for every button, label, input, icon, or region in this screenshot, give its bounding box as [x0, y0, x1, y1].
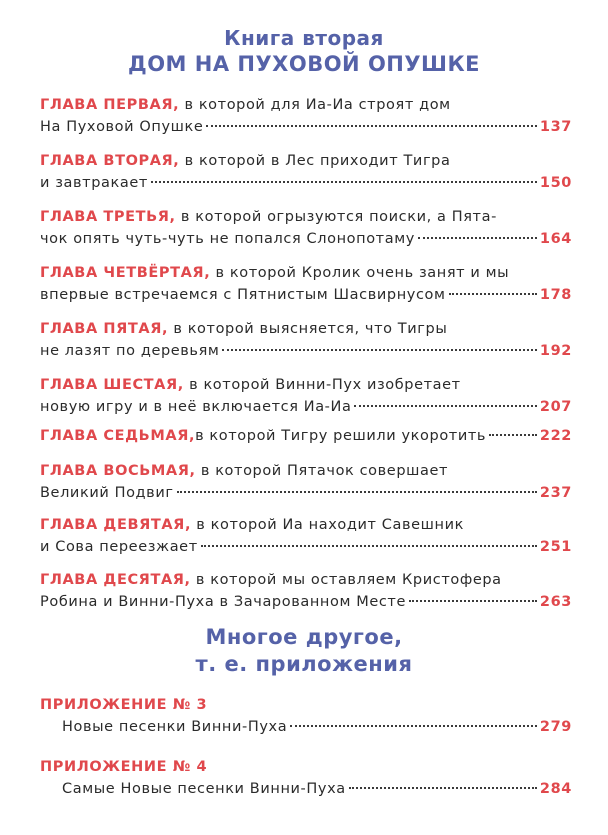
dot-leader [354, 405, 536, 407]
page-number: 192 [539, 343, 572, 359]
page-number: 150 [539, 175, 572, 191]
page-number: 284 [539, 781, 572, 797]
chapter-desc: в которой Винни-Пух изобретает [183, 377, 461, 393]
dot-leader [177, 491, 537, 493]
appendix-desc: Самые Новые песенки Винни-Пуха [62, 781, 346, 797]
toc-entry-chapter-5[interactable] [40, 318, 572, 362]
page-number: 137 [539, 119, 572, 135]
page-number: 207 [539, 399, 572, 415]
toc-entry-chapter-8[interactable] [40, 460, 572, 504]
dot-leader [206, 125, 537, 127]
chapter-desc-cont: чок опять чуть-чуть не попался Слонопотаму [40, 231, 415, 247]
toc-entry-chapter-6[interactable] [40, 374, 572, 418]
dot-leader [151, 181, 537, 183]
page-number: 251 [539, 539, 572, 555]
chapter-desc: в которой для Иа-Иа строят дом [179, 97, 451, 113]
dot-leader [489, 434, 537, 436]
toc-entry-chapter-7[interactable] [40, 425, 572, 447]
chapter-desc: в которой Пятачок совершает [195, 463, 449, 479]
chapter-desc-cont: впервые встречаемся с Пятнистым Шасвирнусом [40, 287, 446, 303]
page-number: 263 [539, 594, 572, 610]
page-number: 279 [539, 719, 572, 735]
chapter-desc: в которой в Лес приходит Тигра [179, 153, 451, 169]
chapter-lead: ГЛАВА ПЯТАЯ, [40, 321, 169, 337]
chapter-desc: в которой Иа находит Савешник [191, 517, 464, 533]
dot-leader [290, 725, 537, 727]
appendix-section-title: Многое другое, [205, 625, 403, 649]
chapter-desc-cont: и Сова переезжает [40, 539, 198, 555]
dot-leader [201, 545, 537, 547]
chapter-lead: ГЛАВА ЧЕТВЁРТАЯ, [40, 265, 211, 281]
chapter-desc: в которой огрызуются поиски, а Пята- [175, 209, 497, 225]
chapter-desc-cont: новую игру и в неё включается Иа-Иа [40, 399, 352, 415]
chapter-lead: ГЛАВА ДЕСЯТАЯ, [40, 572, 191, 588]
appendix-section-subtitle: т. е. приложения [195, 652, 413, 676]
page-number: 178 [539, 287, 572, 303]
page-number: 222 [539, 428, 572, 444]
chapter-lead: ГЛАВА ШЕСТАЯ, [40, 377, 184, 393]
chapter-desc-cont: не лазят по деревьям [40, 343, 220, 359]
toc-entry-chapter-2[interactable] [40, 150, 572, 194]
dot-leader [409, 600, 537, 602]
part-title: ДОМ НА ПУХОВОЙ ОПУШКЕ [127, 52, 481, 76]
toc-entry-chapter-10[interactable] [40, 569, 572, 613]
chapter-desc: в которой Кролик очень занят и мы [210, 265, 510, 281]
toc-entry-appendix-3[interactable] [40, 694, 572, 738]
toc-entry-appendix-4[interactable] [40, 756, 572, 800]
appendix-lead: ПРИЛОЖЕНИЕ № 4 [40, 759, 208, 775]
chapter-desc-cont: Робина и Винни-Пуха в Зачарованном Месте [40, 594, 406, 610]
dot-leader [449, 293, 537, 295]
appendix-lead: ПРИЛОЖЕНИЕ № 3 [40, 697, 208, 713]
chapter-desc: в которой Тигру решили укоротить [195, 428, 487, 444]
chapter-lead: ГЛАВА ВОСЬМАЯ, [40, 463, 196, 479]
page-number: 164 [539, 231, 572, 247]
chapter-lead: ГЛАВА ДЕВЯТАЯ, [40, 517, 192, 533]
chapter-lead: ГЛАВА ПЕРВАЯ, [40, 97, 180, 113]
book-title: Книга вторая [224, 26, 384, 50]
toc-entry-chapter-3[interactable] [40, 206, 572, 250]
dot-leader [349, 787, 537, 789]
chapter-lead: ГЛАВА ВТОРАЯ, [40, 153, 180, 169]
dot-leader [418, 237, 537, 239]
toc-entry-chapter-1[interactable] [40, 94, 572, 138]
chapter-desc-cont: Великий Подвиг [40, 485, 174, 501]
appendix-desc: Новые песенки Винни-Пуха [62, 719, 288, 735]
chapter-desc-cont: На Пуховой Опушке [40, 119, 204, 135]
chapter-desc: в которой мы оставляем Кристофера [190, 572, 502, 588]
dot-leader [222, 349, 536, 351]
chapter-desc: в которой выясняется, что Тигры [168, 321, 448, 337]
page-number: 237 [539, 485, 572, 501]
chapter-lead: ГЛАВА СЕДЬМАЯ, [40, 428, 196, 444]
chapter-desc-cont: и завтракает [40, 175, 148, 191]
toc-entry-chapter-9[interactable] [40, 514, 572, 558]
toc-entry-chapter-4[interactable] [40, 262, 572, 306]
chapter-lead: ГЛАВА ТРЕТЬЯ, [40, 209, 176, 225]
